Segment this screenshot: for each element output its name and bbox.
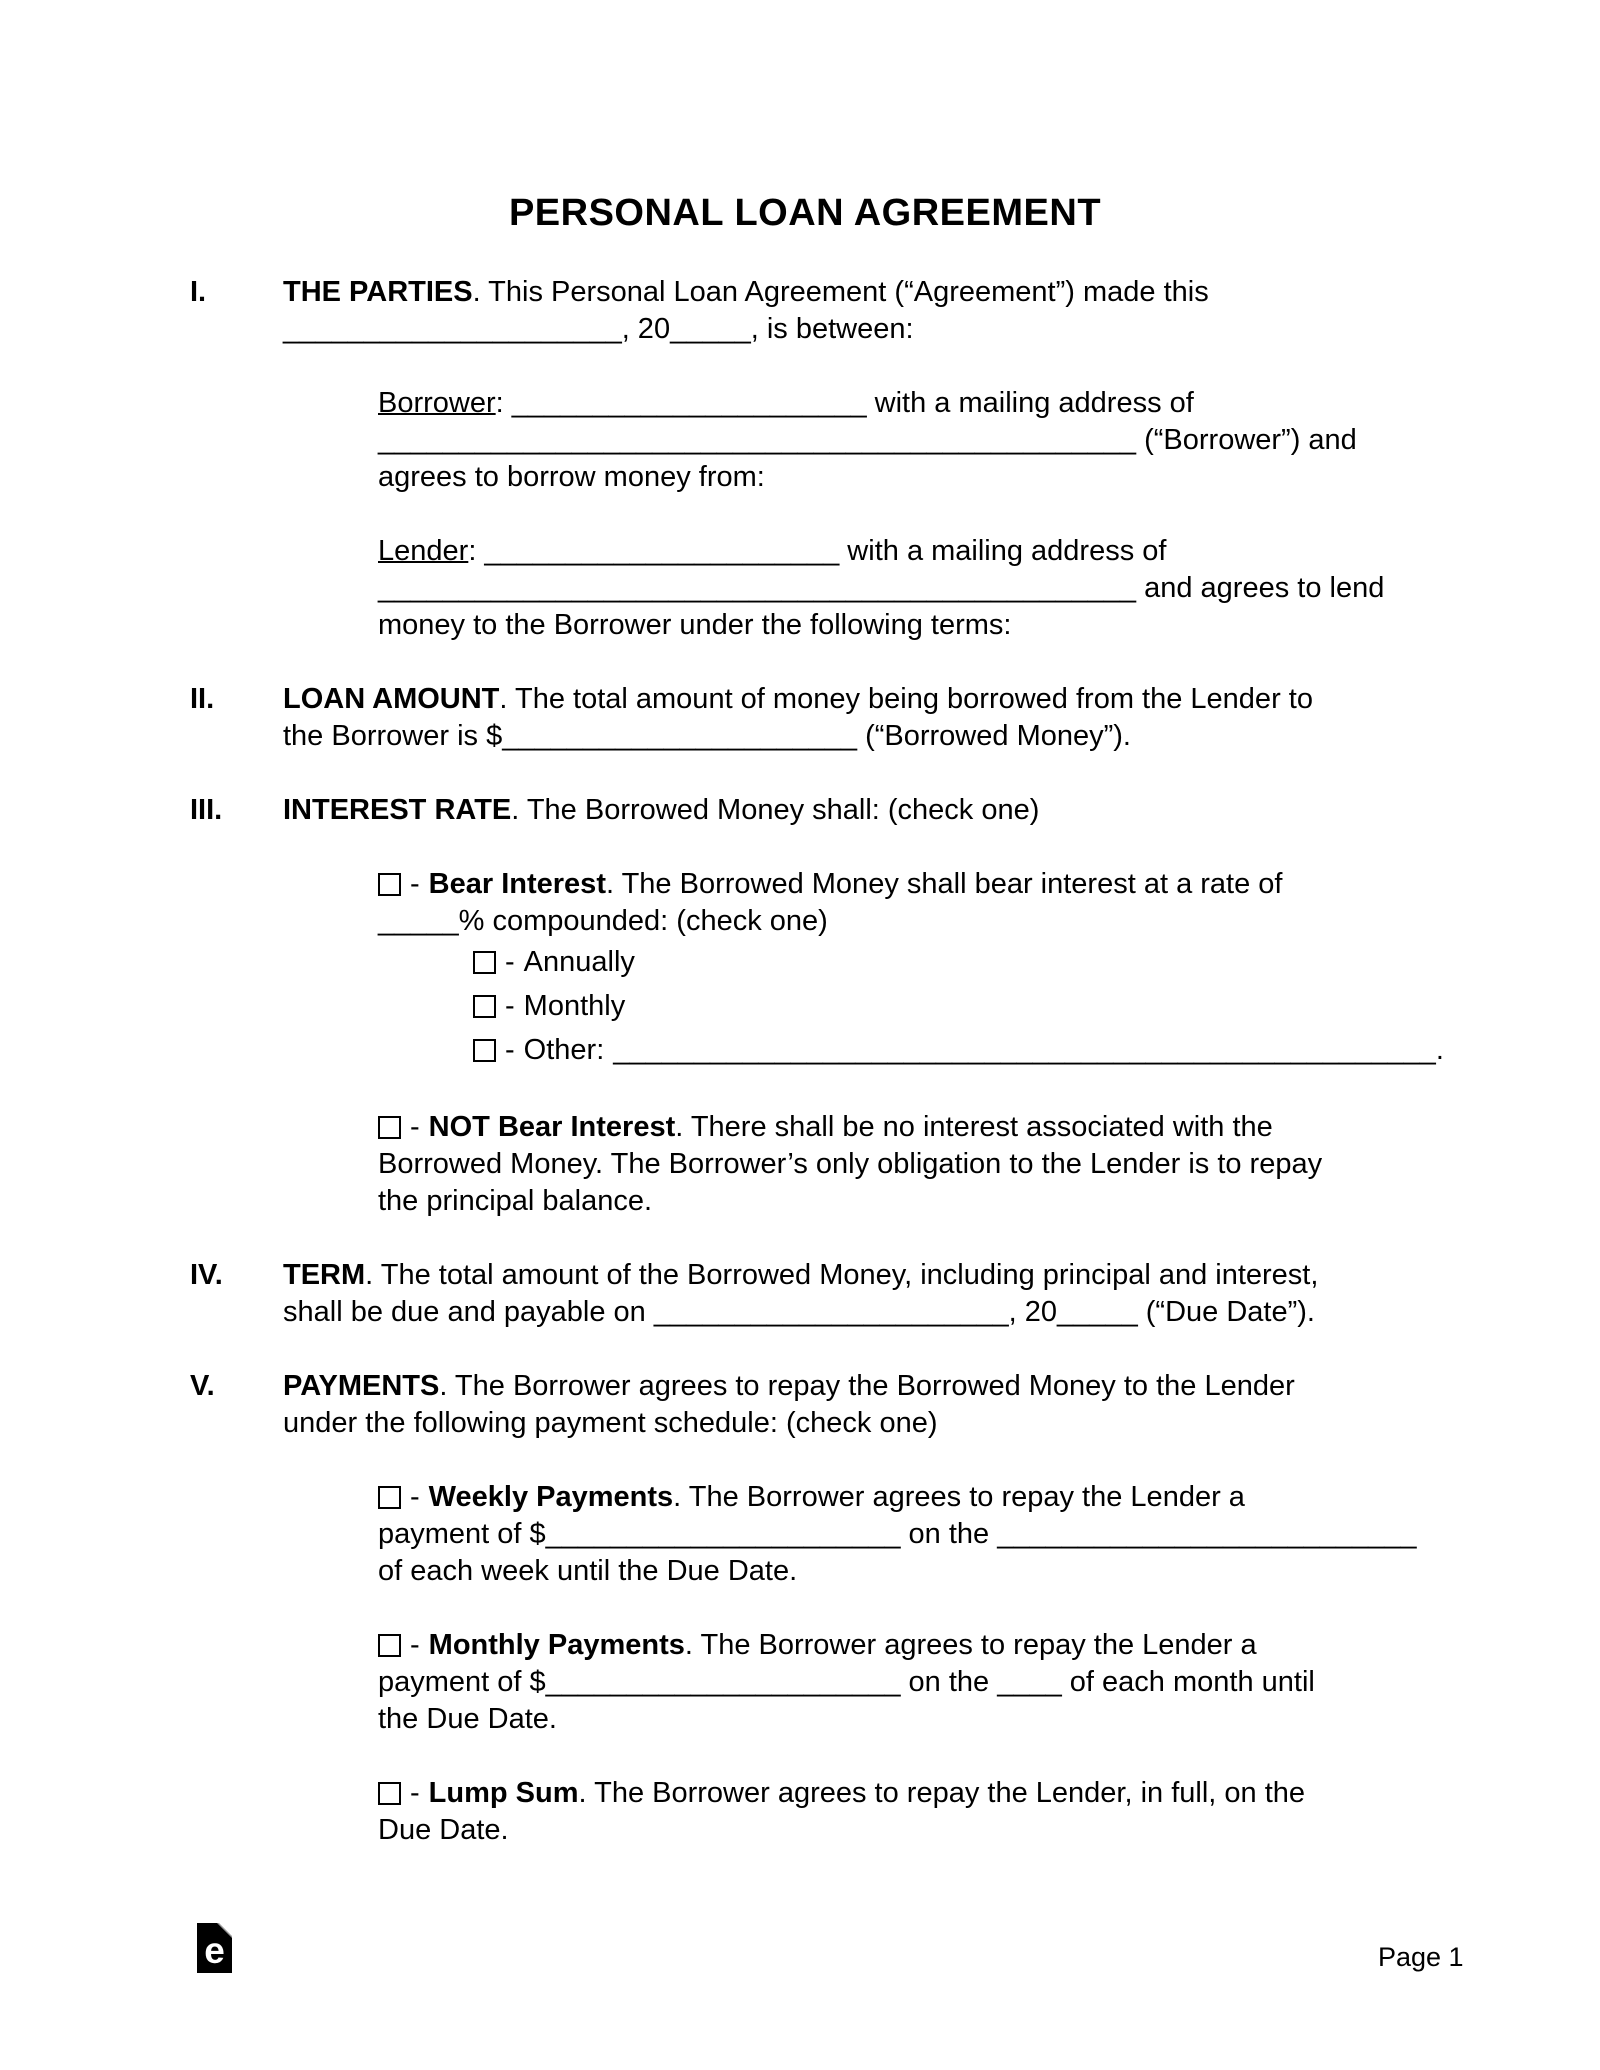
borrower-paragraph (378, 385, 1420, 496)
paragraph-line: - Lump Sum. The Borrower agrees to repay the Lender, in full, on the (378, 1775, 1420, 1812)
paragraph-line: the principal balance. (378, 1185, 653, 1217)
section-term (190, 1257, 1420, 1331)
section-heading: THE PARTIES (283, 276, 473, 308)
checkbox-icon (378, 1634, 401, 1657)
paragraph-line: _______________________________________________ and agrees to lend (378, 572, 1385, 604)
not-bear-interest-option (378, 1109, 1420, 1220)
section-interest-rate (190, 792, 1420, 829)
section-number: V. (190, 1370, 215, 1402)
option-heading: Lump Sum (428, 1777, 579, 1809)
paragraph-line: PAYMENTS. The Borrower agrees to repay the Borrowed Money to the Lender (283, 1370, 1295, 1402)
checkbox-icon (378, 1486, 401, 1509)
paragraph-line: - NOT Bear Interest. There shall be no interest associated with the (378, 1109, 1420, 1146)
paragraph-line: payment of $______________________ on the __________________________ (378, 1518, 1417, 1550)
paragraph-line: - Weekly Payments. The Borrower agrees to repay the Lender a (378, 1479, 1420, 1516)
section-number: IV. (190, 1259, 223, 1291)
paragraph-line: Due Date. (378, 1814, 509, 1846)
section-payments (190, 1368, 1420, 1442)
paragraph-line: TERM. The total amount of the Borrowed Money, including principal and interest, (283, 1259, 1319, 1291)
paragraph-line: Borrower: ______________________ with a mailing address of (378, 387, 1194, 419)
section-heading: TERM (283, 1259, 366, 1291)
paragraph-line: Borrowed Money. The Borrower’s only obligation to the Lender is to repay (378, 1148, 1323, 1180)
section-loan-amount (190, 681, 1420, 755)
checkbox-icon (473, 1039, 496, 1062)
section-the-parties (190, 274, 1420, 348)
paragraph-line: LOAN AMOUNT. The total amount of money being borrowed from the Lender to (283, 683, 1313, 715)
option-heading: Bear Interest (428, 868, 606, 900)
paragraph-line: payment of $______________________ on the ____ of each month until (378, 1666, 1315, 1698)
paragraph-line: Lender: ______________________ with a mailing address of (378, 535, 1167, 567)
lender-label: Lender (378, 535, 469, 567)
section-number: III. (190, 794, 223, 826)
paragraph-line: under the following payment schedule: (check one) (283, 1407, 938, 1439)
option-other: - Other: ___________________________________________________. (473, 1028, 1420, 1072)
eforms-logo-letter: e (204, 1930, 225, 1971)
borrower-label: Borrower (378, 387, 496, 419)
option-heading: Weekly Payments (428, 1481, 674, 1513)
section-number: I. (190, 276, 207, 308)
option-heading: NOT Bear Interest (428, 1111, 676, 1143)
paragraph-line: the Due Date. (378, 1703, 557, 1735)
paragraph-line: _____________________, 20_____, is between: (283, 313, 914, 345)
checkbox-icon (473, 995, 496, 1018)
section-heading: LOAN AMOUNT (283, 683, 500, 715)
checkbox-icon (378, 1782, 401, 1805)
option-annually: - Annually (473, 940, 1420, 984)
option-heading: Monthly Payments (428, 1629, 685, 1661)
paragraph-line: - Monthly Payments. The Borrower agrees to repay the Lender a (378, 1627, 1420, 1664)
checkbox-icon (378, 873, 401, 896)
blank-line: ___________________________________________________. (613, 1034, 1444, 1066)
section-number: II. (190, 683, 215, 715)
paragraph-line: shall be due and payable on ______________________, 20_____ (“Due Date”). (283, 1296, 1315, 1328)
document-title: PERSONAL LOAN AGREEMENT (508, 192, 1102, 234)
eforms-logo (197, 1923, 232, 1973)
section-heading: PAYMENTS (283, 1370, 440, 1402)
checkbox-icon (473, 951, 496, 974)
paragraph-line: the Borrower is $______________________ (“Borrowed Money”). (283, 720, 1131, 752)
paragraph-line: agrees to borrow money from: (378, 461, 765, 493)
paragraph-line: THE PARTIES. This Personal Loan Agreement (“Agreement”) made this (283, 276, 1209, 308)
checkbox-icon (378, 1116, 401, 1139)
monthly-payments-option (378, 1627, 1420, 1738)
lump-sum-option (378, 1775, 1420, 1849)
paragraph-line: _____% compounded: (check one) (378, 905, 828, 937)
paragraph-line: of each week until the Due Date. (378, 1555, 798, 1587)
page-number: Page 1 (1378, 1942, 1464, 1972)
paragraph-line: money to the Borrower under the following terms: (378, 609, 1012, 641)
lender-paragraph (378, 533, 1420, 644)
section-heading: INTEREST RATE (283, 794, 512, 826)
paragraph-line: _______________________________________________ (“Borrower”) and (378, 424, 1357, 456)
paragraph-line: - Bear Interest. The Borrowed Money shall bear interest at a rate of (378, 866, 1420, 903)
paragraph-line: INTEREST RATE. The Borrowed Money shall: (check one) (283, 794, 1040, 826)
option-monthly: - Monthly (473, 984, 1420, 1028)
bear-interest-option (378, 866, 1444, 1072)
weekly-payments-option (378, 1479, 1420, 1590)
compounding-options (378, 940, 1444, 1072)
